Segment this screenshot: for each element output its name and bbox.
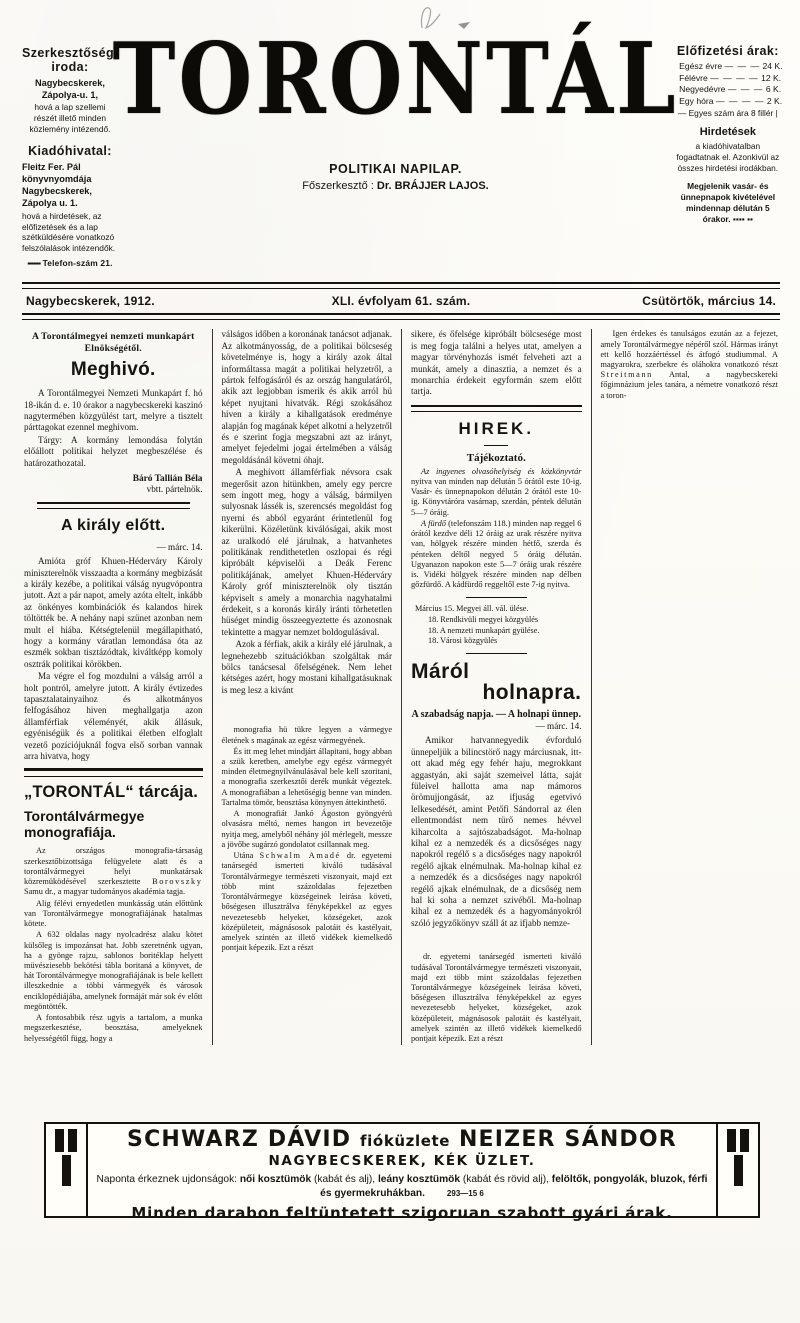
ornament-bar [734, 1155, 743, 1186]
publication-date: Csütörtök, március 14. [642, 294, 776, 309]
price-period: Egész évre [679, 61, 723, 71]
rule-above-datebar [22, 282, 780, 289]
list-item: Március 15. Megyei áll. vál. ülése. [415, 603, 529, 613]
publisher-note: hová a hirdetések, az előfizetések és a lap szétküldésére vonatkozó felszólalások intézendők. [22, 210, 116, 254]
italic-lead: Az ingyenes olvasóhelyiség és közkönyvtár [421, 466, 582, 476]
ornament-bar [727, 1129, 736, 1152]
advertisement-goods [96, 1173, 708, 1201]
date-bar [22, 289, 780, 313]
single-copy-price: — Egyes szám ára 8 fillér | [677, 108, 778, 119]
thin-divider [466, 653, 527, 654]
signature-name: Báró Tallián Béla [132, 474, 203, 485]
thin-divider [484, 445, 508, 446]
text-run: Igen érdekes és tanulságos ezután az a fejezet, amely Torontálvármegye népéről szól. Hármas irányt ett kellő hozzáértéssel és átfogó studiummal. A magyarokra, szerbekre és oláhokra vonatkozó részt [600, 329, 778, 369]
paragraph [601, 329, 779, 401]
issue-number: XLI. évfolyam 61. szám. [331, 294, 471, 309]
advertisement-slogan: Minden darabon feltüntetett szigoruan szabott gyári árak. [131, 1203, 673, 1222]
column-1 [22, 329, 212, 1045]
left-ornament [46, 1124, 88, 1216]
meghivo-headline: Meghivó. [70, 359, 156, 381]
meghivo-kicker: A Torontálmegyei nemzeti munkapárt Elnökségétől. [31, 331, 195, 355]
ornament-bar [55, 1129, 64, 1152]
editor-line [118, 180, 673, 192]
kiraly-elott-headline: A király előtt. [61, 517, 166, 535]
text-run: (telefonszám 118.) minden nap reggel 6 órától kezdve déli 12 óráig az urak részére nyitva van, hölgyek részére minden hétfő, szerda és pénteken déltől negyed 5 óráig délután. Ugyanazon napokon este 5—7 óráig urak részére is. Vidéki hölgyek részére minden nap délben gőzfürdő. A kádfürdő reggeltől este 7-ig nyitva. [411, 518, 582, 590]
paragraph: A fontosabbik rész ugyis a tartalom, a munka megszerkesztése, beosztása, amelyeknek helyességétől függ, hogy a [24, 1013, 203, 1043]
section-divider [411, 405, 582, 412]
price-dashes: — — — [727, 84, 764, 95]
ornament-bar [68, 1129, 77, 1152]
paragraph [411, 519, 582, 591]
text-run: dr. egyetemi tanársegéd ismerteti kiváló tudásával Torontálvármegye természeti viszonyait, majd ezt több mint százoldalas fejezetben Torontálvármegye községeinek leirása követi, bőségesen illusztrálva fényképekkel az egyes nevezetesebb helyeket, községeket, azok középületeit, mágnásosok palotáit és kastélyait, amelyek szintén az illető vidékek kiemelkedő pontjait képezik. Ezt a részt [221, 851, 392, 953]
editor-name: Dr. BRÁJJER LAJOS. [376, 180, 489, 192]
tajekoztato-subheading: Tájékoztató. [466, 451, 526, 464]
marol-subtitle: A szabadság napja. — A holnapi ünnep. [411, 709, 581, 721]
paragraph: A Torontálmegyei Nemzeti Munkapárt f. hó 18-ikán d. e. 10 órakor a nagybecskereki kaszinó nagytermében közgyülést tart, melyre a tisztelt párttagokat ezennel meghivom. [24, 388, 203, 433]
paragraph: válságos időben a koronának tanácsot adjanak. Az alkotmányosság, de a politikai bölcseség követelménye is, hogy a király azok által informáltassa magát a politikai helyzetről, a pártok felfogásáról és az ország hangulatáról, akik azt legjobban ismerik és akik arról hü képet nyujtani hivatvák. Régi szokásához hiven a király a kihallgatások eredménye alapján fog magának képet alkotni a helyzetről és e szerint fogja megszabni azt az irányt, amelyet fejedelmi jogai értelmében a válság megoldásánál követni óhajt. [221, 329, 392, 465]
editorial-office-address: Nagybecskerek, Zápolya-u. 1, [34, 78, 105, 101]
ornament-bar [740, 1129, 749, 1152]
right-ornament [716, 1124, 758, 1216]
price-amount: 6 K. [765, 84, 782, 95]
price-amount: 24 K. [762, 61, 783, 71]
list-item: 18. Városi közgyülés [428, 636, 498, 646]
advertiser-location: NAGYBECSKEREK, KÉK ÜZLET. [268, 1153, 536, 1170]
ornament-bar [62, 1155, 71, 1186]
price-row [673, 84, 782, 96]
rule-below-datebar [22, 313, 780, 320]
ornament-bars [727, 1129, 749, 1152]
price-row [673, 96, 782, 108]
text-run: Naponta érkeznek ujdonságok: [96, 1174, 240, 1186]
feuilleton-title: Torontálvármegye monografiája. [24, 808, 145, 841]
goods-item: felöltők, pongyolák, bluzok, férfi és gyermekruhákban. [320, 1174, 708, 1199]
column-3 [401, 329, 591, 1045]
author-name: Borovszky [152, 877, 203, 887]
column-4 [591, 329, 781, 1045]
advertiser-name-primary: SCHWARZ DÁVID [127, 1127, 352, 1152]
holnapra-word: holnapra. [482, 681, 582, 705]
marol-word: Máról [411, 660, 470, 684]
price-row [673, 61, 782, 73]
paragraph: sikere, és őfelsége kipróbált bölcsesége most is meg fogja találni a helyes utat, amelyen a magyar törvényhozás ismét felveheti azt a munkát, amely a dinasztia, a nemzet és a monarchia érdekeit egyformán szem előtt tartja. [411, 329, 582, 397]
list-item: 18. A nemzeti munkapárt gyülése. [428, 625, 540, 635]
paragraph [411, 467, 582, 518]
text-run: Samu dr., a magyar tudományos akadémia tagja. [24, 887, 186, 897]
goods-item: leány kosztümök [377, 1174, 461, 1186]
paragraph: Alig félévi ernyedetlen munkásság után előttünk van Torontálvármegye monografiájának hatalmas kötete. [24, 898, 203, 929]
advertiser-names [96, 1128, 708, 1151]
masthead [22, 0, 783, 269]
author-name: Schwalm Amadé [259, 851, 341, 861]
text-run: (kabát és alj), [311, 1174, 378, 1186]
editorial-office-note: hová a lap szellemi részét illető minden közlemény intézendő. [29, 102, 111, 135]
paragraph: Amióta gróf Khuen-Héderváry Károly miniszterelnök visszaadta a kormány megbizását a király kezébe, a politikai válság nyugvópontra jutott. Azt a pár napot, amely azóta eltelt, inkább az önkényes kombinációk és kalandos hirek töltötték be. A nehány napi szünet azonban nem mult el hiába. Kétségtelenül megállapitható, hogy a kormány váratlan lemondása óta az eszmék sokban tisztázódtak, kiváltképp komoly osztrák politikai körökben. [24, 556, 203, 669]
text-run: dr. egyetemi tanársegéd ismerteti kiváló tudásával Torontálvármegye természeti viszonyait, majd ezt több mint százoldalas fejezetben Torontálvármegye községeinek leirása követi, bőségesen illusztrálva fényképekkel az egyes nevezetesebb helyeket, községeket, azok középületeit, mágnásosok palotáit és kastélyait, amelyek szintén az illető vidékek kiemelkedő pontjait képezik. Ezt a részt [411, 952, 582, 1044]
goods-item: női kosztümök [239, 1174, 312, 1186]
list-item: 18. Rendkivüli megyei közgyülés [428, 614, 539, 624]
paragraph: Ma végre el fog mozdulni a válság arról a holt pontról, amelyre jutott. A király évtizedes tapasztalatainyaihoz és alkotmányos felfogásához hiven meghallgatja azon államférfiak véleményét, akik állásuk, egyéniségük és a politikai életben elfoglalt vezető pozíciójuknál fogva első sorban vannak arra hivatva, hogy [24, 671, 203, 762]
hirek-section-heading: HIREK. [458, 418, 535, 438]
advertisements-note: a kiadóhivatalban fogadtatnak el. Azonkivül az összes hirdetési irodákban. [676, 140, 780, 174]
decorative-squares: ▪▪▪▪▪▪▪ [27, 259, 41, 269]
thin-divider [466, 597, 527, 598]
price-dashes: — — — — [710, 72, 759, 83]
publisher-office-heading: Kiadóhivatal: [28, 144, 112, 159]
telephone-line [22, 258, 118, 268]
price-period: Félévre [679, 72, 708, 83]
paragraph: Tárgy: A kormány lemondása folytán előállott politikai helyzet megbeszélése és határozathozatal. [24, 434, 203, 468]
price-dashes: — — — [724, 61, 761, 71]
italic-lead: A fürdő [421, 518, 446, 528]
article-dateline: — márc. 14. [156, 542, 203, 553]
paragraph: A monografiát Jankó Ágoston gyöngyérü olvasásra méltó, nemes hangon irt bevezetője nyitja meg, amelyből néhány jól mérlegelt, messze a jövőbe sugárzó gondolatot csillannak meg. [221, 809, 392, 849]
advertisement-body [88, 1124, 716, 1222]
publication-schedule-note: Megjelenik vasár- és ünnepnapok kivételével mindennap délután 5 órakor. ▪▪▪▪ ▪▪ [680, 181, 776, 225]
price-dashes: — — — — [715, 95, 765, 106]
price-period: Egy hóra [679, 95, 714, 106]
masthead-office-block [22, 34, 118, 268]
paragraph: monografia hü tükre legyen a vármegye életének s magának az egész vármegyének. [221, 725, 392, 745]
masthead-title-block [112, 21, 679, 192]
publisher-address: Fleitz Fer. Pál könyvnyomdája Nagybecskerek, Zápolya u. 1. [22, 162, 92, 209]
feuilleton-top-rule [24, 768, 203, 777]
article-dateline: — márc. 14. [535, 721, 582, 732]
text-run: Antal, a nagybecskereki főgimnázium jeles tanára, a németre vonatkozó részt a toron- [600, 370, 778, 400]
feuilleton-header: „TORONTÁL“ tárcája. [24, 783, 199, 802]
paragraph: A 632 oldalas nagy nyolcadrész alaku kötet külsőleg is impozánsat hat. Jobb szeretnénk ugyan, ha a gyönge rajzu, sablonos boritéklap helyett müvésziesebb bekötési tábla boritaná a könyvet, de hát Torontálvármegye monografiájának is bele kellett illeszkednie a többi vármegyék és városok enciklopédiájába, amelynek formáját már sok év előtt megöntötték. [24, 930, 203, 1011]
column-2 [212, 329, 402, 1045]
author-name: Streitmann [600, 370, 653, 380]
subscription-prices-heading: Előfizetési árak: [676, 44, 779, 58]
paragraph: A meghivott államférfiak névsora csak megerősit azon hitünkben, amely egy percre sem ingott meg, hogy a válság, bármilyen sulyosnak lássék is, szerencsés megoldást fog nyerni és abból egyaránt érintetlenül fog kikerülni. Közéletünk kiválóságai, akik most az uralkodó elé járulnak, a hatvanhetes politikának rendithetetlen oszlopai és régi kipróbált képviselői a Deák Ferenc politikájának, amelyet Khuen-Héderváry Károly gróf miniszterelnök oly tisztán képviselt s amely a monarchia nagyhatalmi érdekeit, s a koronás király iránti törhetetlen hüséget mindig összeegyeztette és azonosnak tekintette a magyar nemzet boldogulásával. [221, 467, 392, 637]
price-row [673, 73, 782, 85]
date-bar-wrapper [22, 282, 780, 320]
paragraph [222, 851, 393, 953]
place-of-publication: Nagybecskerek, 1912. [26, 294, 155, 309]
branch-label: fióküzlete [360, 1132, 451, 1150]
text-run: (kabát és rövid alj), [460, 1174, 552, 1186]
price-period: Negyedévre [679, 84, 726, 95]
price-amount: 12 K. [761, 72, 782, 83]
text-run: nyitva van minden nap délután 5 órától este 10-ig. Vasár- és ünnepnapokon délután 2 órától este 10-ig. Könyvtáróra vasárnap, szerdán, péntek délután 5—7 óráig. [411, 476, 582, 517]
marol-holnapra-heading [411, 660, 582, 705]
paragraph: Azok a férfiak, akik a király elé járulnak, a legnehezebb szituációkban szolgáltak már bölcs tanácsesal őfelségének. Nem lehet kétséges azért, hogy mostani kihallgatásuknak is meg lesz a kivánt [221, 639, 392, 695]
text-run: Az országos monografia-társaság szerkesztőbizottsága felügyelete alatt és a torontálvármegyei helyi munkatársak közremüködésével szerkesztette [24, 846, 203, 887]
newspaper-subtitle: POLITIKAI NAPILAP. [329, 162, 462, 176]
event-list [415, 604, 582, 648]
text-run: Utána [233, 851, 260, 861]
advertiser-name-secondary: NEIZER SÁNDOR [458, 1127, 677, 1152]
telephone-number: Telefon-szám 21. [42, 258, 113, 269]
paragraph: Amikor hatvannegyedik évforduló ünnepeljük a bilincstörő nagy márciusnak, itt-ott akad még egy fehér haju, megrokkant aggastyán, aki saját szemeivel látta, saját füleivel hallotta ama nap mámoros örömujjongását, az ifjuság egetvivó lelkesedését, amint Petőfi Sándorral az élen ellentmondást nem türő nemes hévvel kiharcolta a sajtószabadságot. Ma-holnap kihal ez a nemzedék és a dicsőséges nagy napokról regélő s a dicsőséges nagy napokról regélő ajkak elnémulnak. Ma-holnap kihal ez a nemzedék és a dicsőséges nagy napokról regélő ajkak elnémulnak, de a dicsőség nem hal ki soha a nemzet szivéből. Ma-holnap kihal ez a nemzedék és a hagyományokról szóló jegyzőkönyv száll át az ifjabb nemze- [411, 735, 582, 928]
section-divider [37, 502, 191, 509]
ornament-bars [55, 1129, 77, 1152]
editor-label: Főszerkesztő : [302, 180, 374, 192]
masthead-prices-block [673, 34, 782, 225]
editorial-office-heading: Szerkesztőségi iroda: [22, 46, 118, 74]
paragraph: És itt meg lehet mindjárt állapitani, hogy abban a szük keretben, amelybe egy egész vármegyét minden életmegnyilvánulásával bele kell szoritani, a monografia szerkesztői derék munkát végeztek. A monografiában a lehetőségig benne van minden. Tartalma tömör, beosztása könynyen áttekinthető. [221, 746, 392, 807]
paragraph [411, 952, 582, 1044]
subscription-price-list [673, 61, 782, 107]
newspaper-title: TORONTÁL [112, 21, 679, 137]
advertisement-reference: 293—15 6 [446, 1188, 484, 1198]
article-columns [22, 329, 780, 1045]
paragraph [24, 846, 203, 897]
price-amount: 2 K. [766, 95, 783, 106]
advertisements-heading: Hirdetések [699, 125, 756, 138]
bottom-advertisement[interactable] [44, 1122, 760, 1222]
signature-title: vbtt. pártelnök. [146, 484, 203, 495]
